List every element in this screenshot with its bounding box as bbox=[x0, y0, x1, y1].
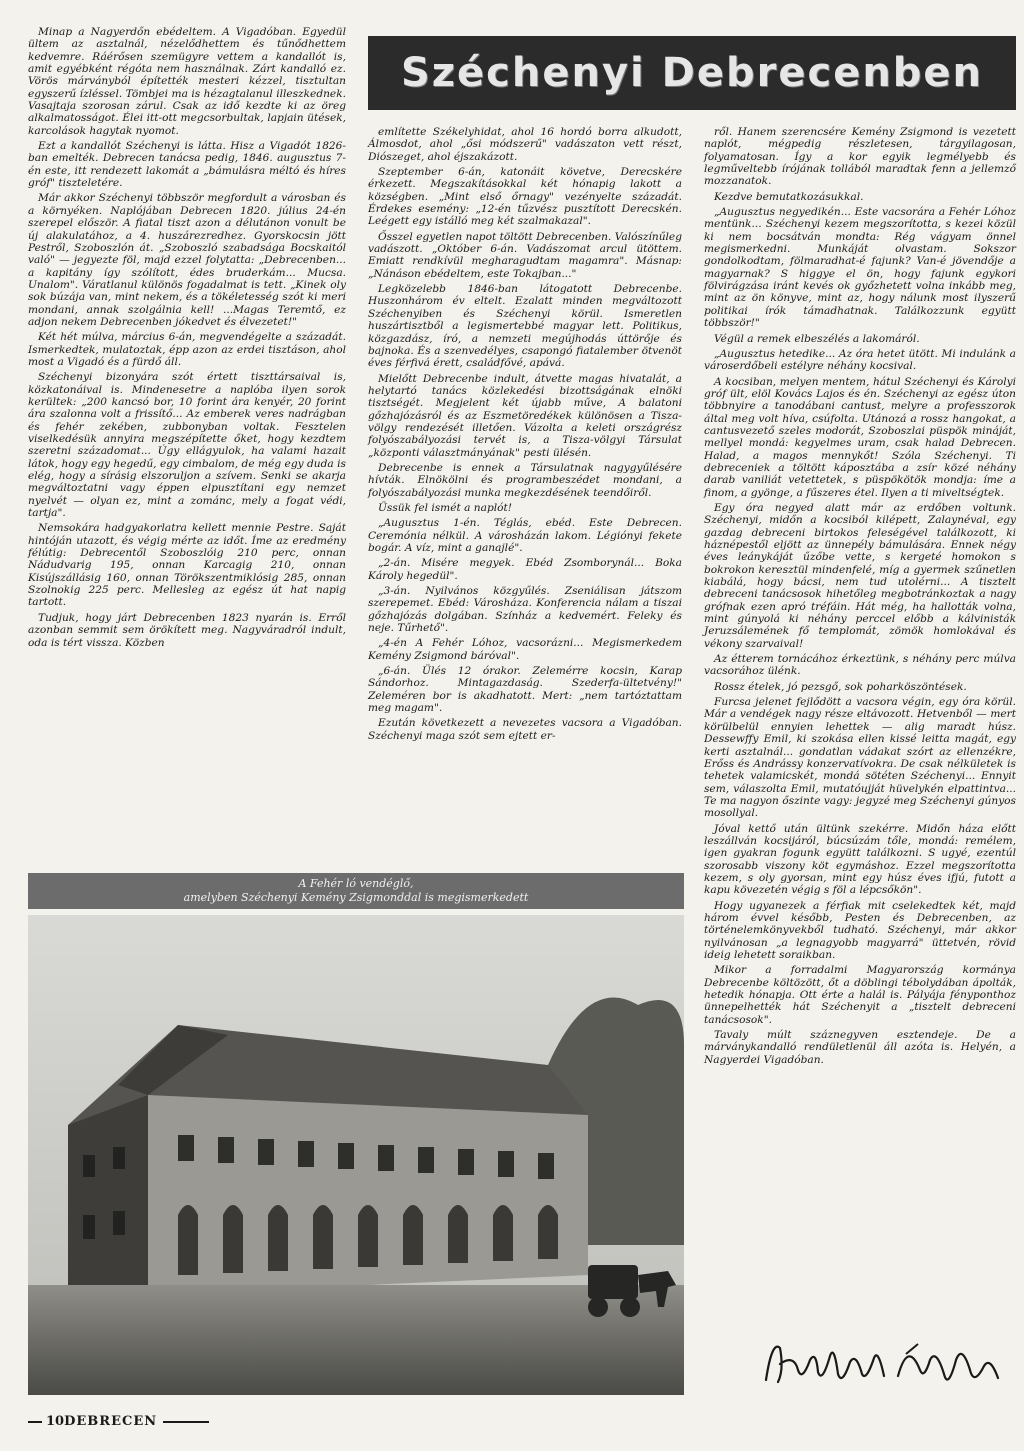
paragraph: Jóval kettő után ültünk szekérre. Midőn háza előtt leszállván kocsijáról, búcsúzám tőle, mondá: remélem, igen gyakran fogunk együtt találkozni. S ugyé, ezentúl szorosabb viszony köt egymáshoz. Ezzel megszorította kezem, s oly gyorsan, mint egy húsz éves ifjú, futott a kapu kövezetén végig s föl a lépcsőkön". bbox=[704, 822, 1016, 897]
paragraph: Széchenyi bizonyára szót értett tiszttársaival is, közkatonáival is. Mindenesetre a naplóba ilyen sorok kerültek: „200 kancsó bor, 10 forint ára kenyér, 20 forint ára szalonna volt a frissítő... Az emberek veres nadrágban és fehér zekében, zubbonyban voltak. Fesztelen viselkedésük annyira megszépítette őket, hogy kezdtem szeretni századomat... Úgy ellágyulok, ha valami hazait látok, hogy egy hegedű, egy cimbalom, de még egy duda is elég, hogy a sírásig elszoruljon a szívem. Senki se akarja megváltoztatni vagy éppen elpusztítani egy nemzet nyelvét — olyan ez, mint a zománc, mely a fogat védi, tartja". bbox=[28, 371, 346, 520]
article-column-3 bbox=[704, 126, 1016, 1069]
paragraph: Furcsa jelenet fejlődött a vacsora végin, egy óra körül. Már a vendégek nagy része eltávozott. Hetvenből — mert körülbelül ennyien lehettek — alig maradt húsz. Dessewffy Emil, ki szokása ellen kissé leitta magát, egy kerti asztalnál... gondatlan vádakat szórt az ellenzékre, Erőss és Andrássy konzervatívokra. De csak nélkületek is tehetek valamicskét, mondá sötéten Széchenyi... Ennyit sem, válaszolta Emil, mutatóujját hüvelykén elpattintva... Te ma nagyon őszinte vagy: jegyzé meg Széchenyi gúnyos mosollyal. bbox=[704, 696, 1016, 820]
paragraph: Kezdve bemutatkozásukkal. bbox=[714, 190, 864, 203]
paragraph: „4-én A Fehér Lóhoz, vacsorázni... Megismerkedem Kemény Zsigmond báróval". bbox=[368, 637, 682, 662]
photo-caption bbox=[28, 873, 684, 909]
paragraph: Ősszel egyetlen napot töltött Debrecenben. Valószínűleg vadászott. „Október 6-án. Vadászomat arcul ütöttem. Emiatt rendkívül megharagudtam magamra". Másnap: „Nánáson ebédeltem, este Tokajban..." bbox=[368, 230, 682, 280]
article-column-2 bbox=[368, 126, 682, 745]
paragraph: Mikor a forradalmi Magyarország kormánya Debrecenbe költözött, őt a döblingi tébolydában ápolták, hetedik hónapja. Ott érte a halál is. Pályája fényponthoz ünnepelhették hát Széchenyit a „tisztelt debreceni tanácsosok". bbox=[704, 964, 1016, 1026]
paragraph: említette Székelyhidat, ahol 16 hordó borra alkudott, Álmosdot, ahol „ősi módszerű" vadászaton vett részt, Diószeget, ahol éjszakázott. bbox=[368, 126, 682, 163]
paragraph: „Augusztus hetedike... Az óra hetet ütött. Mi indulánk a városerdőbeli estélyre néhány kocsival. bbox=[704, 347, 1016, 373]
inn-photograph bbox=[28, 915, 684, 1395]
article-column-1 bbox=[28, 26, 346, 652]
paragraph: Tudjuk, hogy járt Debrecenben 1823 nyarán is. Erről azonban semmit sem örökített meg. Nagyváradról indult, oda is tért vissza. Közben bbox=[28, 611, 346, 649]
page-number: 10 bbox=[46, 1414, 65, 1429]
paragraph: Nemsokára hadgyakorlatra kellett mennie Pestre. Saját hintóján utazott, és végig mérte az időt. Íme az eredmény félútig: Debrecentől Szoboszlóig 210 perc, onnan Nádudvarig 195, onnan Karcagig 210, onnan Kisújszállásig 160, onnan Törökszentmiklósig 285, onnan Szolnokig 225 perc. Mellesleg az egész út hat napig tartott. bbox=[28, 522, 346, 609]
footer-rule-left bbox=[28, 1421, 42, 1423]
paragraph: „3-án. Nyilvános közgyűlés. Zseniálisan játszom szerepemet. Ebéd: Városháza. Konferencia nálam a tiszai gőzhajózás dolgában. Színház a kedvemért. Feleky és neje. Tűrhető". bbox=[368, 585, 682, 635]
paragraph: Az étterem tornácához érkeztünk, s néhány perc múlva vacsorához ülénk. bbox=[704, 653, 1016, 678]
paragraph: „Augusztus negyedikén... Este vacsorára a Fehér Lóhoz mentünk... Széchenyi kezem megszorította, s kezei közül ki nem bocsátván mondta: Rég vágyam önnel megismerkedni. Munkáját olvastam. Sokszor gondolkodtam, fölmaradhat-é fajunk? Van-é jövendője a magyarnak? S higgye el ön, hogy fajunk egykori fölvirágzása iránt kevés ok győzhetett volna inkább meg, mint az ön könyve, mint az, hogy nálunk most ilyszerű politikai írók támadhatnak. Találkozzunk együtt többször!" bbox=[704, 206, 1016, 330]
paragraph: Végül a remek elbeszélés a lakomáról. bbox=[714, 332, 920, 345]
author-signature bbox=[758, 1330, 1008, 1400]
paragraph: Ezt a kandallót Széchenyi is látta. Hisz a Vigadót 1826-ban emelték. Debrecen tanácsa pedig, 1846. augusztus 7-én este, itt rendezett lakomát a „bámulásra méltó és híres gróf" tiszteletére. bbox=[28, 140, 346, 190]
paragraph: Ezután következett a nevezetes vacsora a Vigadóban. Széchenyi maga szót sem ejtett er- bbox=[368, 717, 682, 742]
paragraph: Már akkor Széchenyi többször megfordult a városban és a környéken. Naplójában Debrecen 1820. július 24-én szerepel először. A fiatal tiszt azon a délutánon vonult be új alakulatához, a 4. huszárezredhez. Gyorskocsin jött Pestről, Szoboszlón át. „Szoboszló szabadsága Bocskaitól való" — jegyezte föl, majd ezzel folytatta: „Debrecenben... a kapitány így szólított, édes bruderkám... Mucsa. Unalom". Váratlanul különös fogadalmat is tett. „Kinek oly sok búzája van, mint nekem, és a tökéletesség szót ki meri mondani, annak szolgálnia kell! ...Magas Teremtő, ez adjon nekem Debrecenben jókedvet és élvezetet!" bbox=[28, 192, 346, 328]
paragraph: Hogy ugyanezek a férfiak mit cselekedtek két, majd három évvel később, Pesten és Debrecenben, az történelemkönyvekből tudható. Széchenyi, már akkor nyilvánosan „a legnagyobb magyarrá" üttetvén, rövid ideig lehetett soraikban. bbox=[704, 899, 1016, 961]
paragraph: Legközelebb 1846-ban látogatott Debrecenbe. Huszonhárom év eltelt. Ezalatt minden megváltozott Széchenyiben és Széchenyi körül. Ismeretlen huszártisztből a legismertebbé magyar lett. Politikus, közgazdász, író, a nemzeti megújhodás úttörője és bajnoka. És a szenvedélyes, csapongó fiatalember ötvenöt éves férfivá érett, családfővé, apává. bbox=[368, 283, 682, 370]
paragraph: „2-án. Misére megyek. Ebéd Zsomborynál... Boka Károly hegedül". bbox=[368, 557, 682, 582]
paragraph: A kocsiban, melyen mentem, hátul Széchenyi és Károlyi gróf ült, elöl Kovács Lajos és én. Széchenyi az egész úton többnyire a tanodábani cantust, melyre a professzorok által meg volt híva, csúfolta. Utánozá a rossz hangokat, a cantusvezető szeles modorát, Szoboszlai püspök mináját, mellyel mondá: kegyelmes uram, csak halad Debrecen. Halad, a magos mennykőt! Szóla Széchenyi. Ti debreceniek a töltött káposztába a zsír közé néhány darab vaniliát vetettetek, s püspökötök mondja: íme a finom, a gyönge, a fűszeres étel. Ilyen a ti miveltségtek. bbox=[704, 375, 1016, 499]
paragraph: Mielőtt Debrecenbe indult, átvette magas hivatalát, a helytartó tanács közlekedési bizottságának elnöki tisztségét. Megjelent két újabb műve, A balatoni gőzhajózásról és az Eszmetöredékek különösen a Tisza-völgy rendezését illetően. Vázolta a keleti országrész folyószabályozási tervét is, a Tisza-völgyi Társulat „központi választmányának" pesti ülésén. bbox=[368, 372, 682, 459]
paragraph: „Augusztus 1-én. Téglás, ebéd. Este Debrecen. Ceremónia nélkül. A városházán lakom. Légiónyi fekete bogár. A víz, mint a ganajlé". bbox=[368, 517, 682, 554]
paragraph: Debrecenbe is ennek a Társulatnak nagygyűlésére hívták. Elnökölni és programbeszédet mondani, a folyószabályozási munka megkezdésének teendőiről. bbox=[368, 461, 682, 499]
page-footer bbox=[28, 1414, 209, 1429]
paragraph: Két hét múlva, március 6-án, megvendégelte a századát. Ismerkedtek, mulatoztak, épp azon az erdei tisztáson, ahol most a Vigadó és a fürdő áll. bbox=[28, 331, 346, 368]
paragraph: Minap a Nagyerdőn ebédeltem. A Vigadóban. Egyedül ültem az asztalnál, nézelődhettem és tűnődhettem kedvemre. Ráérősen szemügyre vettem a kandallót is, amit egyébként régóta nem használnak. Zárt kandalló ez. Vörös márványból építették mesteri kézzel, tisztultan egyszerű ízléssel. Tömbjei ma is hézagtalanul illeszkednek. Vasajtaja szorosan zárul. Csak az idő kezdte ki az öreg alkalmatosságot. Élei itt-ott megcsorbultak, lapjain ütések, karcolások hagytak nyomot. bbox=[28, 26, 346, 137]
footer-rule-right bbox=[163, 1421, 209, 1423]
caption-line-2: amelyben Széchenyi Kemény Zsigmonddal is megismerkedett bbox=[183, 891, 529, 904]
caption-line-1: A Fehér ló vendéglő, bbox=[298, 877, 414, 890]
title-banner bbox=[368, 36, 1016, 110]
article-title: Széchenyi Debrecenben bbox=[400, 50, 984, 96]
paragraph: „6-án. Ülés 12 órakor. Zelemérre kocsin, Karap Sándorhoz. Mintagazdaság. Szederfa-ültetvény!" Zeleméren bor is akadhatott. Mert: „nem tartóztattam meg magam". bbox=[368, 665, 682, 715]
paragraph: Üssük fel ismét a naplót! bbox=[378, 501, 513, 514]
publication-name: DEBRECEN bbox=[64, 1414, 158, 1429]
paragraph: ről. Hanem szerencsére Kemény Zsigmond is vezetett naplót, mégpedig részletesen, tárgyilagosan, folyamatosan. Így a kor egyik legmélyebb és legműveltebb írójának tollából maradtak fenn a jellemző mozzanatok. bbox=[704, 126, 1016, 188]
paragraph: Rossz ételek, jó pezsgő, sok poharköszöntések. bbox=[714, 680, 967, 693]
paragraph: Egy óra negyed alatt már az erdőben voltunk. Széchenyi, midőn a kocsiból kilépett, Zalaynéval, egy gazdag debreceni birtokos feleségével találkozott, ki háznépestől eljött az ünnepély bámulására. Ennek négy éves leánykáját űzőbe vette, s kergeté homokon s bokrokon keresztül mindenfelé, míg a gyermek szűnetlen kiabálá, hogy bácsi, nem tud utolérni... A tisztelt debreceni tanácsosok hihetőleg megbotránkoztak a nagy grófnak ezen apró tréfáin. Hát még, ha hallották volna, mint gúnyolá ki néhány perccel előbb a kálvinisták Jeruzsálemének fő templomát, zömök homlokával és vékony szarvaival! bbox=[704, 501, 1016, 650]
paragraph: Tavaly múlt száznegyven esztendeje. De a márványkandalló rendületlenül áll azóta is. Helyén, a Nagyerdei Vigadóban. bbox=[704, 1029, 1016, 1066]
paragraph: Szeptember 6-án, katonáit követve, Derecskére érkezett. Megszakításokkal két hónapig lakott a községben. „Mint első őrnagy" vezényelte századát. Érdekes esemény: „12-én tűzvész pusztított Derecskén. Leégett egy istálló meg két szalmakazal". bbox=[368, 166, 682, 228]
